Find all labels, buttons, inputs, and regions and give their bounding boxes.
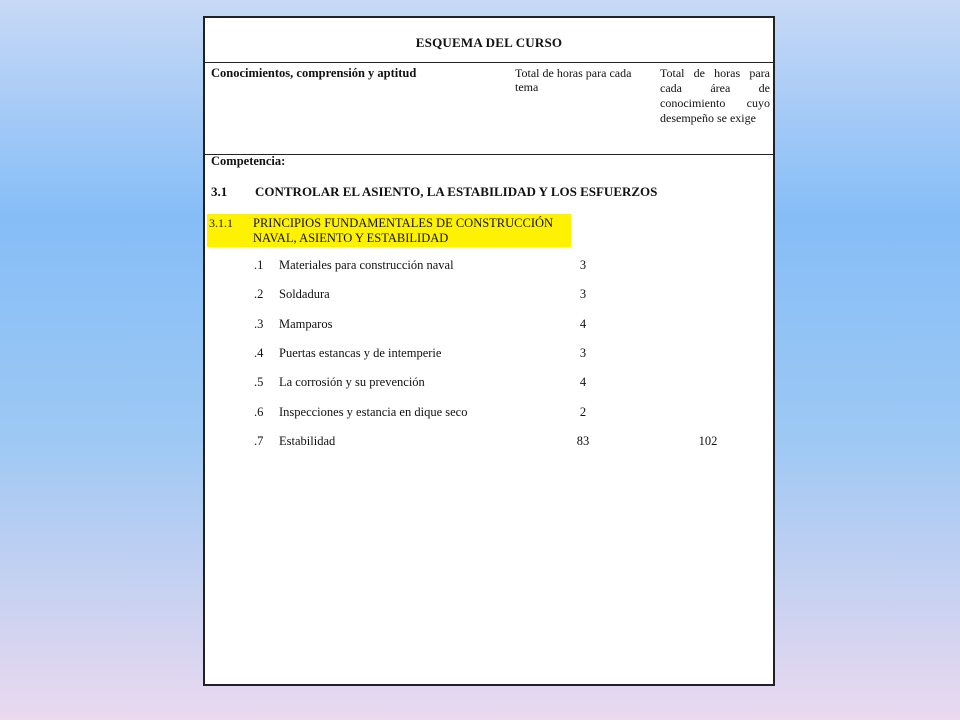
item-label: Estabilidad bbox=[279, 434, 336, 448]
item-index: .3 bbox=[254, 317, 264, 331]
item-hours: 3 bbox=[579, 287, 587, 301]
competencia-label: Competencia: bbox=[211, 154, 286, 168]
item-index: .5 bbox=[254, 375, 264, 389]
document-title: ESQUEMA DEL CURSO bbox=[415, 35, 563, 50]
header-hours-per-area: Total de horas para cada área de conocimiento cuyo desempeño se exige bbox=[660, 66, 770, 125]
section-title: CONTROLAR EL ASIENTO, LA ESTABILIDAD Y LOS ESFUERZOS bbox=[255, 184, 658, 199]
item-index: .6 bbox=[254, 405, 264, 419]
course-outline-document bbox=[203, 16, 775, 686]
list-item bbox=[205, 258, 773, 278]
header-hours-per-topic: Total de horas para cada tema bbox=[515, 66, 632, 94]
item-hours: 3 bbox=[579, 258, 587, 272]
header-knowledge: Conocimientos, comprensión y aptitud bbox=[211, 66, 417, 80]
item-label: La corrosión y su prevención bbox=[279, 375, 425, 389]
list-item bbox=[205, 405, 773, 425]
item-hours: 4 bbox=[579, 317, 587, 331]
list-item bbox=[205, 287, 773, 307]
list-item bbox=[205, 317, 773, 337]
list-item bbox=[205, 346, 773, 366]
section-heading bbox=[211, 184, 657, 200]
item-label: Inspecciones y estancia en dique seco bbox=[279, 405, 468, 419]
subsection-title: PRINCIPIOS FUNDAMENTALES DE CONSTRUCCIÓN NAVAL, ASIENTO Y ESTABILIDAD bbox=[253, 216, 554, 245]
item-hours: 83 bbox=[576, 434, 590, 448]
item-label: Soldadura bbox=[279, 287, 330, 301]
item-index: .7 bbox=[254, 434, 264, 448]
item-hours: 4 bbox=[579, 375, 587, 389]
subsection-highlight bbox=[207, 214, 571, 247]
item-label: Puertas estancas y de intemperie bbox=[279, 346, 442, 360]
item-hours: 2 bbox=[579, 405, 587, 419]
list-item bbox=[205, 375, 773, 395]
item-total: 102 bbox=[698, 434, 718, 448]
list-item bbox=[205, 434, 773, 454]
column-header-row bbox=[205, 63, 773, 155]
item-hours: 3 bbox=[579, 346, 587, 360]
item-label: Materiales para construcción naval bbox=[279, 258, 454, 272]
subsection-number: 3.1.1 bbox=[209, 216, 233, 230]
item-index: .4 bbox=[254, 346, 264, 360]
item-index: .1 bbox=[254, 258, 264, 272]
item-index: .2 bbox=[254, 287, 264, 301]
section-number: 3.1 bbox=[211, 184, 228, 199]
title-row bbox=[205, 18, 773, 63]
item-label: Mamparos bbox=[279, 317, 333, 331]
